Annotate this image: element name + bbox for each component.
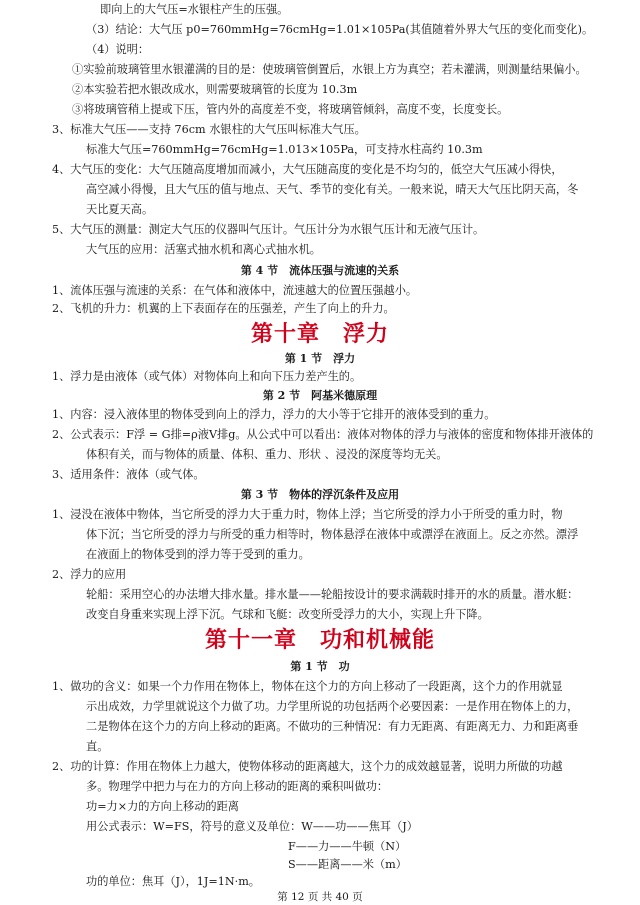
text-line: 二是物体在这个力的方向上移动的距离。不做功的三种情况：有力无距离、有距离无力、力和距离垂	[86, 720, 579, 733]
text-line: 1、流体压强与流速的关系：在气体和液体中，流速越大的位置压强越小。	[52, 284, 418, 297]
section-heading: 第 2 节 阿基米德原理	[262, 389, 378, 402]
text-line: 高空减小得慢，且大气压的值与地点、天气、季节的变化有关。一般来说，晴天大气压比阴天高，冬	[86, 183, 579, 196]
text-line: F——力——牛顿（N）	[288, 840, 407, 853]
text-line: S——距离——米（m）	[288, 858, 407, 871]
text-line: 5、大气压的测量：测定大气压的仪器叫气压计。气压计分为水银气压计和无液气压计。	[52, 223, 485, 236]
section-heading: 第 3 节 物体的浮沉条件及应用	[240, 488, 400, 501]
text-line: 体积有关，而与物体的质量、体积、重力、形状 、浸没的深度等均无关。	[86, 448, 448, 461]
text-line: 轮船：采用空心的办法增大排水量。排水量——轮船按设计的要求满载时排开的水的质量。潜水艇：	[86, 588, 579, 601]
text-line: 3、标准大气压——支持 76cm 水银柱的大气压叫标准大气压。	[52, 123, 366, 136]
text-line: 4、大气压的变化：大气压随高度增加而减小，大气压随高度的变化是不均匀的，低空大气压减小得快，	[52, 163, 563, 176]
text-line: 天比夏天高。	[86, 203, 154, 216]
text-line: （4）说明：	[86, 43, 150, 56]
chapter-title: 第十一章 功和机械能	[204, 628, 435, 653]
text-line: ③将玻璃管稍上提或下压，管内外的高度差不变，将玻璃管倾斜，高度不变，长度变长。	[72, 103, 509, 116]
text-line: 多。物理学中把力与在力的方向上移动的距离的乘积叫做功：	[86, 780, 389, 793]
text-line: 2、飞机的升力：机翼的上下表面存在的压强差，产生了向上的升力。	[52, 302, 395, 315]
text-line: 2、功的计算：作用在物体上力越大，使物体移动的距离越大，这个力的成效越显著，说明力所做的功越	[52, 760, 563, 773]
text-line: 功=力×力的方向上移动的距离	[86, 800, 239, 813]
text-line: 2、浮力的应用	[52, 568, 127, 581]
text-line: 功的单位：焦耳（J），1J=1N·m。	[86, 875, 260, 888]
text-line: 直。	[86, 740, 109, 753]
text-line: 1、浸没在液体中物体，当它所受的浮力大于重力时，物体上浮；当它所受的浮力小于所受的重力时，物	[52, 508, 563, 521]
text-line: 3、适用条件：液体（或气体。	[52, 468, 205, 481]
section-heading: 第 1 节 浮力	[284, 352, 356, 365]
text-line: （3）结论：大气压 p0=760mmHg=76cmHg=1.01×105Pa(其值随着外界大气压的变化而变化)。	[86, 23, 594, 36]
text-line: 即向上的大气压=水银柱产生的压强。	[100, 3, 289, 16]
text-line: 1、内容：浸入液体里的物体受到向上的浮力，浮力的大小等于它排开的液体受到的重力。	[52, 408, 496, 421]
text-line: 标准大气压=760mmHg=76cmHg=1.013×105Pa，可支持水柱高约 10.3m	[86, 143, 483, 156]
page-footer: 第 12 页 共 40 页	[277, 891, 363, 903]
text-line: ①实验前玻璃管里水银灌满的目的是：使玻璃管倒置后，水银上方为真空；若未灌满，则测量结果偏小。	[72, 63, 587, 76]
text-line: 在液面上的物体受到的浮力等于受到的重力。	[86, 548, 310, 561]
text-line: 体下沉；当它所受的浮力与所受的重力相等时，物体悬浮在液体中或漂浮在液面上。反之亦然。漂浮	[86, 528, 579, 541]
text-line: 2、公式表示：F浮 = G排=ρ液V排g。从公式中可以看出：液体对物体的浮力与液体的密度和物体排开液体的	[52, 428, 594, 441]
text-line: 1、做功的含义：如果一个力作用在物体上，物体在这个力的方向上移动了一段距离，这个力的作用就显	[52, 680, 563, 693]
text-line: 示出成效，力学里就说这个力做了功。力学里所说的功包括两个必要因素：一是作用在物体上的力，	[86, 700, 579, 713]
text-line: 改变自身重来实现上浮下沉。气球和飞艇：改变所受浮力的大小，实现上升下降。	[86, 608, 489, 621]
section-heading: 第 1 节 功	[290, 660, 350, 673]
text-line: 大气压的应用：活塞式抽水机和离心式抽水机。	[86, 243, 321, 256]
text-line: 用公式表示：W=FS，符号的意义及单位：W——功——焦耳（J）	[86, 820, 418, 833]
text-line: ②本实验若把水银改成水，则需要玻璃管的长度为 10.3m	[72, 83, 358, 96]
text-line: 1、浮力是由液体（或气体）对物体向上和向下压力差产生的。	[52, 370, 362, 383]
section-heading: 第 4 节 流体压强与流速的关系	[240, 264, 400, 277]
chapter-title: 第十章 浮力	[250, 322, 389, 347]
